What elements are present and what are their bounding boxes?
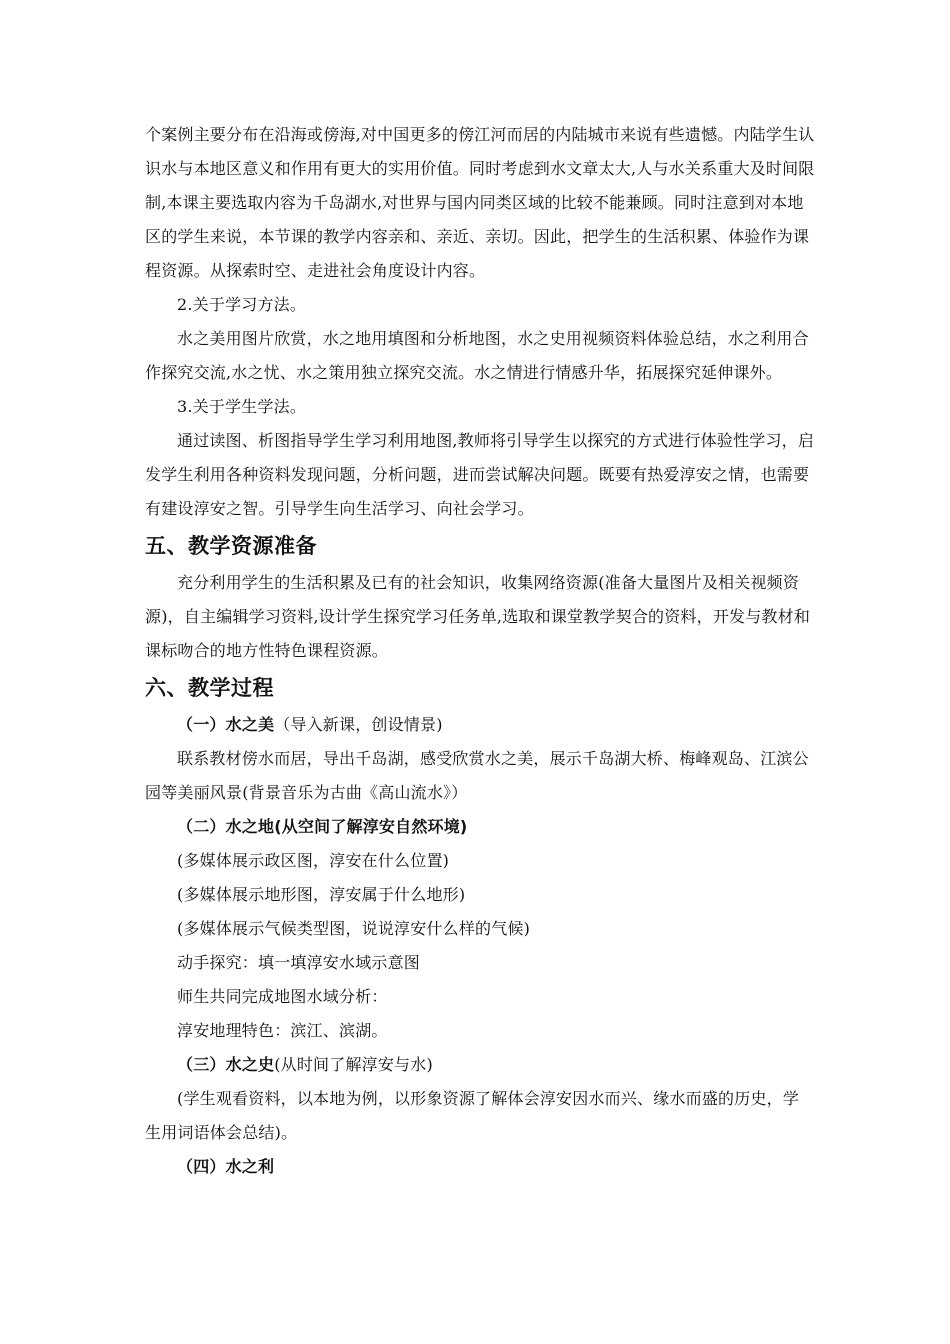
section-water-beauty-label: （一）水之美 <box>177 715 275 734</box>
paragraph-case-distribution: 个案例主要分布在沿海或傍海,对中国更多的傍江河而居的内陆城市来说有些遗憾。内陆学生认识水与本地区意义和作用有更大的实用价值。同时考虑到水文章太大,人与水关系重大及时间限制,本课主要选取内容为千岛湖水,对世界与国内同类区域的比较不能兼顾。同时注意到对本地区的学生来说，本节课的教学内容亲和、亲近、亲切。因此，把学生的生活积累、体验作为课程资源。从探索时空、走进社会角度设计内容。 <box>145 125 815 280</box>
section-water-beauty-heading <box>145 708 815 742</box>
section-water-land-note: (从空间了解淳安自然环境) <box>274 817 468 836</box>
water-land-line: 师生共同完成地图水域分析： <box>177 987 388 1006</box>
teaching-resources-body: 充分利用学生的生活积累及已有的社会知识，收集网络资源(准备大量图片及相关视频资源)，自主编辑学习资料,设计学生探究学习任务单,选取和课堂教学契合的资料，开发与教材和课标吻合的地方性特色课程资源。 <box>145 573 811 660</box>
section-water-benefit-label: （四）水之利 <box>177 1157 275 1176</box>
section-water-history-heading <box>145 1048 815 1082</box>
water-land-line: (多媒体展示地形图，淳安属于什么地形) <box>177 885 466 904</box>
item-2-body: 水之美用图片欣赏，水之地用填图和分析地图，水之史用视频资料体验总结，水之利用合作探究交流,水之忧、水之策用独立探究交流。水之情进行情感升华，拓展探究延伸课外。 <box>145 329 809 382</box>
section-water-history-body: (学生观看资料，以本地为例，以形象资源了解体会淳安因水而兴、缘水而盛的历史，学生用词语体会总结)。 <box>145 1089 800 1142</box>
item-3-title: 3.关于学生学法。 <box>177 397 307 416</box>
water-land-line: 动手探究：填一填淳安水域示意图 <box>177 953 421 972</box>
water-land-line: 淳安地理特色：滨江、滨湖。 <box>177 1021 388 1040</box>
item-3-body: 通过读图、析图指导学生学习利用地图,教师将引导学生以探究的方式进行体验性学习，启发学生利用各种资料发现问题，分析问题，进而尝试解决问题。既要有热爱淳安之情，也需要有建设淳安之智。引导学生向生活学习、向社会学习。 <box>145 431 815 518</box>
section-water-history-label: （三）水之史 <box>177 1055 275 1074</box>
document-body <box>145 118 815 1184</box>
section-water-beauty-note: （导入新课，创设情景) <box>274 715 443 734</box>
section-water-history-note: (从时间了解淳安与水) <box>274 1055 433 1074</box>
section-water-land-label: （二）水之地 <box>177 817 275 836</box>
water-land-line: (多媒体展示政区图，淳安在什么位置) <box>177 851 450 870</box>
section-water-land-heading <box>145 810 815 844</box>
heading-teaching-process: 六、教学过程 <box>145 676 274 700</box>
item-2-title: 2.关于学习方法。 <box>177 295 307 314</box>
section-water-beauty-body: 联系教材傍水而居，导出千岛湖，感受欣赏水之美，展示千岛湖大桥、梅峰观岛、江滨公园等美丽风景(背景音乐为古曲《高山流水》） <box>145 749 809 802</box>
heading-teaching-resources: 五、教学资源准备 <box>145 534 317 558</box>
section-water-benefit-heading <box>145 1150 815 1184</box>
water-land-line: (多媒体展示气候类型图，说说淳安什么样的气候) <box>177 919 531 938</box>
